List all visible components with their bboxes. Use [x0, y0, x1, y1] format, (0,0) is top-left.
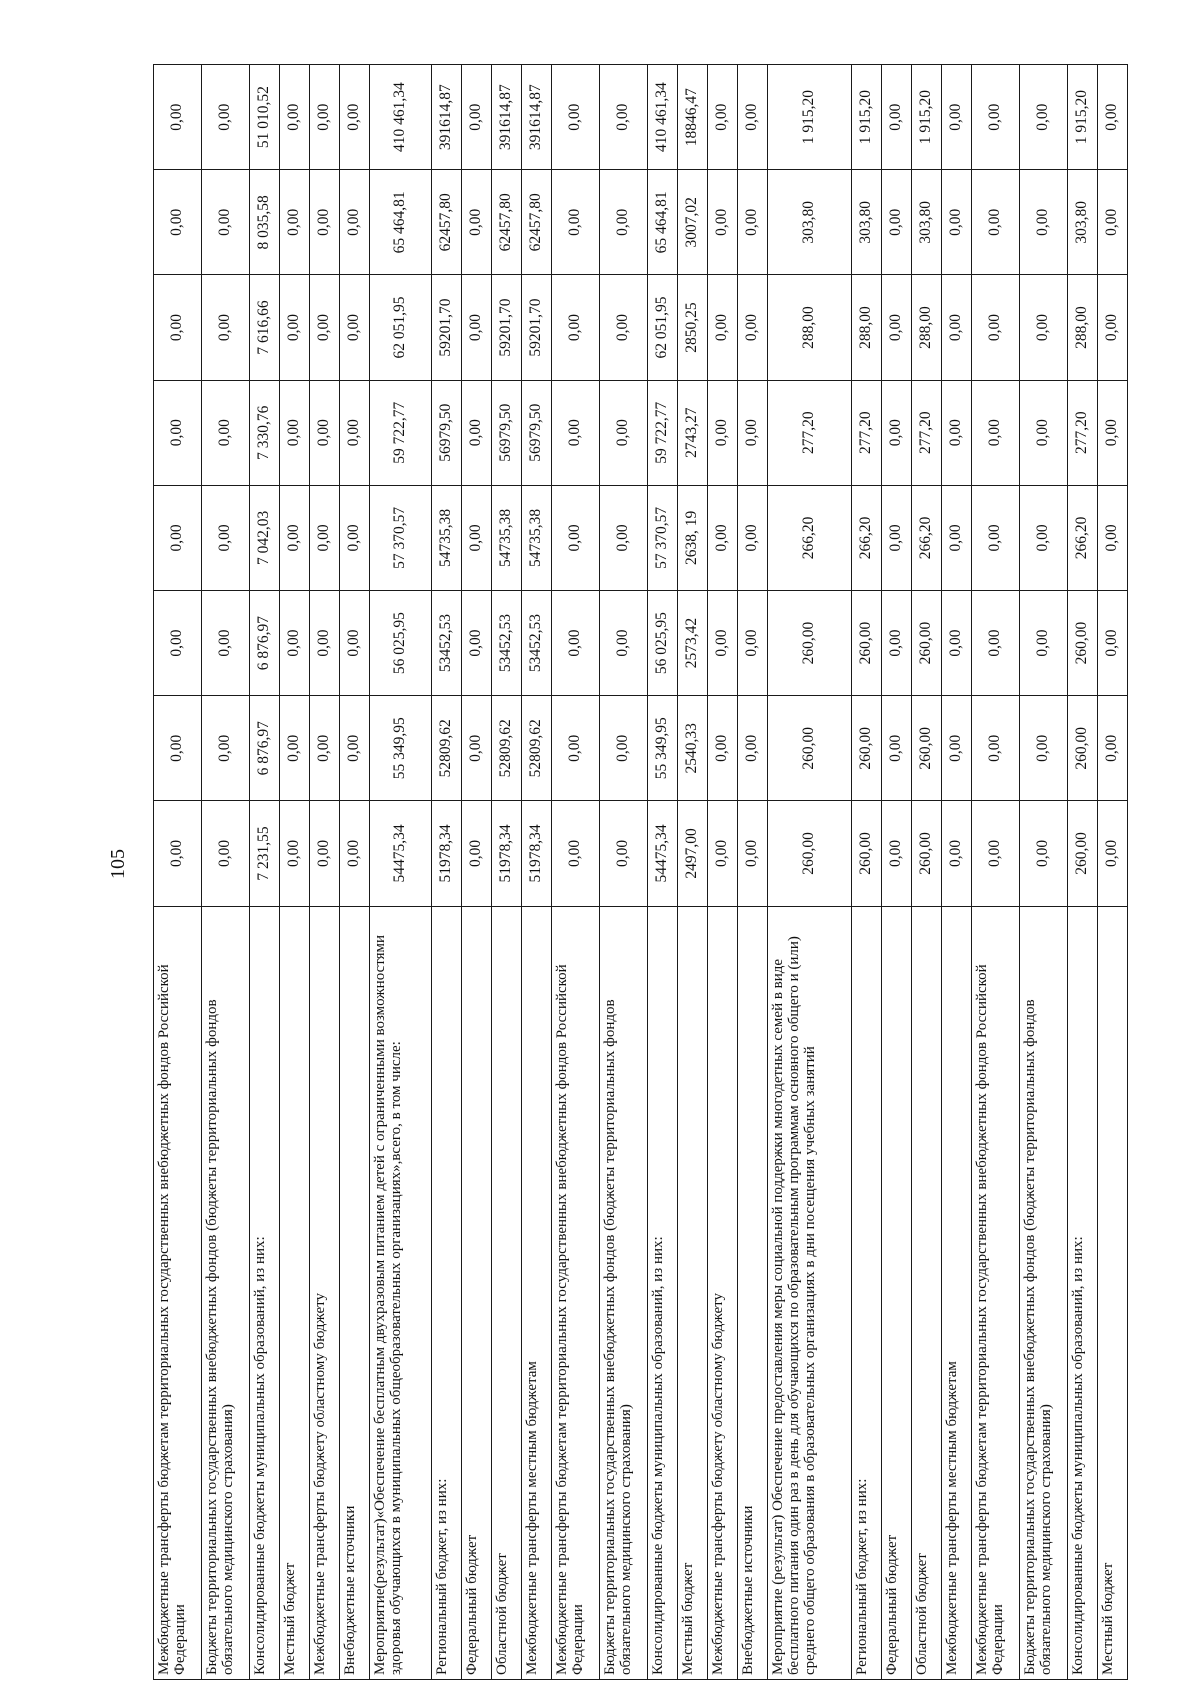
- value-cell: 0,00: [462, 275, 492, 380]
- value-cell: 0,00: [462, 696, 492, 801]
- row-label: Бюджеты территориальных государственных внебюджетных фондов (бюджеты территориальных фондов обязательного медицинского страхования): [202, 906, 250, 1679]
- value-cell: 260,00: [912, 696, 942, 801]
- value-cell: 0,00: [552, 170, 600, 275]
- row-label: Межбюджетные трансферты бюджетам территориальных государственных внебюджетных фондов Российской Федерации: [972, 906, 1020, 1679]
- value-cell: 62457,80: [492, 170, 522, 275]
- table-row: [370, 65, 432, 1680]
- value-cell: 2573,42: [678, 590, 708, 695]
- value-cell: 51 010,52: [250, 65, 280, 170]
- row-label: Мероприятие (результат) Обеспечение предоставления меры социальной поддержки многодетных семей в виде бесплатного питания один раз в день для обучающихся по образовательным программам основного общего и (или) среднего общего образования в образовательных организациях в дни посещения учебных занятий: [768, 906, 852, 1679]
- value-cell: 0,00: [600, 275, 648, 380]
- value-cell: 0,00: [202, 485, 250, 590]
- value-cell: 0,00: [310, 801, 340, 906]
- value-cell: 0,00: [1020, 696, 1068, 801]
- value-cell: 0,00: [882, 275, 912, 380]
- value-cell: 277,20: [768, 380, 852, 485]
- value-cell: 0,00: [942, 696, 972, 801]
- value-cell: 0,00: [340, 485, 370, 590]
- value-cell: 0,00: [942, 590, 972, 695]
- value-cell: 65 464,81: [370, 170, 432, 275]
- value-cell: 0,00: [552, 801, 600, 906]
- value-cell: 59201,70: [432, 275, 462, 380]
- value-cell: 0,00: [882, 65, 912, 170]
- value-cell: 18846,47: [678, 65, 708, 170]
- table-row: [600, 65, 648, 1680]
- value-cell: 0,00: [708, 801, 738, 906]
- value-cell: 0,00: [202, 170, 250, 275]
- table-row: [738, 65, 768, 1680]
- value-cell: 0,00: [154, 485, 202, 590]
- value-cell: 0,00: [1020, 275, 1068, 380]
- table-row: [708, 65, 738, 1680]
- value-cell: 0,00: [154, 801, 202, 906]
- value-cell: 0,00: [340, 275, 370, 380]
- value-cell: 7 231,55: [250, 801, 280, 906]
- value-cell: 0,00: [738, 380, 768, 485]
- value-cell: 0,00: [1098, 380, 1128, 485]
- value-cell: 0,00: [552, 485, 600, 590]
- value-cell: 0,00: [310, 170, 340, 275]
- value-cell: 0,00: [202, 275, 250, 380]
- row-label: Местный бюджет: [678, 906, 708, 1679]
- value-cell: 0,00: [1098, 170, 1128, 275]
- value-cell: 0,00: [340, 696, 370, 801]
- value-cell: 54735,38: [432, 485, 462, 590]
- value-cell: 54735,38: [492, 485, 522, 590]
- value-cell: 0,00: [154, 275, 202, 380]
- value-cell: 260,00: [768, 590, 852, 695]
- value-cell: 266,20: [768, 485, 852, 590]
- value-cell: 54475,34: [648, 801, 678, 906]
- value-cell: 0,00: [280, 170, 310, 275]
- value-cell: 0,00: [202, 801, 250, 906]
- table-row: [202, 65, 250, 1680]
- value-cell: 8 035,58: [250, 170, 280, 275]
- value-cell: 0,00: [942, 275, 972, 380]
- table-row: [1098, 65, 1128, 1680]
- value-cell: 391614,87: [492, 65, 522, 170]
- value-cell: 0,00: [340, 65, 370, 170]
- table-row: [154, 65, 202, 1680]
- table-row: [462, 65, 492, 1680]
- value-cell: 260,00: [1068, 801, 1098, 906]
- value-cell: 0,00: [942, 65, 972, 170]
- value-cell: 2497,00: [678, 801, 708, 906]
- value-cell: 0,00: [154, 590, 202, 695]
- value-cell: 59201,70: [492, 275, 522, 380]
- value-cell: 0,00: [972, 696, 1020, 801]
- table-row: [310, 65, 340, 1680]
- value-cell: 59 722,77: [370, 380, 432, 485]
- value-cell: 0,00: [600, 696, 648, 801]
- row-label: Межбюджетные трансферты бюджетам территориальных государственных внебюджетных фондов Российской Федерации: [154, 906, 202, 1679]
- value-cell: 0,00: [310, 65, 340, 170]
- value-cell: 0,00: [600, 380, 648, 485]
- table-row: [492, 65, 522, 1680]
- value-cell: 260,00: [852, 590, 882, 695]
- value-cell: 0,00: [462, 65, 492, 170]
- value-cell: 7 042,03: [250, 485, 280, 590]
- row-label: Консолидированные бюджеты муниципальных образований, из них:: [1068, 906, 1098, 1679]
- value-cell: 56 025,95: [648, 590, 678, 695]
- value-cell: 0,00: [882, 170, 912, 275]
- value-cell: 391614,87: [432, 65, 462, 170]
- value-cell: 260,00: [852, 696, 882, 801]
- table-row: [250, 65, 280, 1680]
- value-cell: 0,00: [738, 590, 768, 695]
- value-cell: 1 915,20: [852, 65, 882, 170]
- value-cell: 0,00: [600, 801, 648, 906]
- table-row: [432, 65, 462, 1680]
- value-cell: 51978,34: [522, 801, 552, 906]
- value-cell: 0,00: [310, 696, 340, 801]
- value-cell: 54735,38: [522, 485, 552, 590]
- value-cell: 7 330,76: [250, 380, 280, 485]
- row-label: Бюджеты территориальных государственных внебюджетных фондов (бюджеты территориальных фондов обязательного медицинского страхования): [600, 906, 648, 1679]
- value-cell: 1 915,20: [768, 65, 852, 170]
- value-cell: 391614,87: [522, 65, 552, 170]
- value-cell: 0,00: [154, 65, 202, 170]
- value-cell: 55 349,95: [648, 696, 678, 801]
- value-cell: 0,00: [942, 485, 972, 590]
- value-cell: 0,00: [708, 696, 738, 801]
- value-cell: 62 051,95: [648, 275, 678, 380]
- value-cell: 0,00: [882, 801, 912, 906]
- row-label: Областной бюджет: [492, 906, 522, 1679]
- table-row: [340, 65, 370, 1680]
- value-cell: 0,00: [552, 380, 600, 485]
- rotated-page-content: [153, 64, 1121, 1680]
- value-cell: 0,00: [340, 170, 370, 275]
- value-cell: 0,00: [738, 275, 768, 380]
- value-cell: 0,00: [280, 65, 310, 170]
- value-cell: 0,00: [1098, 485, 1128, 590]
- value-cell: 0,00: [708, 590, 738, 695]
- value-cell: 53452,53: [522, 590, 552, 695]
- value-cell: 0,00: [942, 380, 972, 485]
- value-cell: 56 025,95: [370, 590, 432, 695]
- value-cell: 52809,62: [492, 696, 522, 801]
- table-row: [768, 65, 852, 1680]
- table-row: [912, 65, 942, 1680]
- row-label: Внебюджетные источники: [340, 906, 370, 1679]
- value-cell: 0,00: [1020, 801, 1068, 906]
- value-cell: 0,00: [972, 801, 1020, 906]
- value-cell: 55 349,95: [370, 696, 432, 801]
- value-cell: 0,00: [310, 275, 340, 380]
- value-cell: 3007,02: [678, 170, 708, 275]
- value-cell: 2638, 19: [678, 485, 708, 590]
- value-cell: 0,00: [882, 696, 912, 801]
- value-cell: 54475,34: [370, 801, 432, 906]
- value-cell: 0,00: [1098, 801, 1128, 906]
- value-cell: 51978,34: [432, 801, 462, 906]
- value-cell: 0,00: [600, 590, 648, 695]
- value-cell: 0,00: [738, 485, 768, 590]
- value-cell: 56979,50: [522, 380, 552, 485]
- budget-table-frame: [153, 64, 1121, 1680]
- value-cell: 65 464,81: [648, 170, 678, 275]
- value-cell: 0,00: [972, 590, 1020, 695]
- value-cell: 260,00: [768, 801, 852, 906]
- value-cell: 277,20: [1068, 380, 1098, 485]
- row-label: Региональный бюджет, из них:: [852, 906, 882, 1679]
- value-cell: 0,00: [340, 801, 370, 906]
- value-cell: 0,00: [942, 801, 972, 906]
- row-label: Межбюджетные трансферты бюджету областному бюджету: [310, 906, 340, 1679]
- value-cell: 260,00: [768, 696, 852, 801]
- table-row: [648, 65, 678, 1680]
- value-cell: 0,00: [340, 590, 370, 695]
- table-row: [522, 65, 552, 1680]
- value-cell: 0,00: [972, 380, 1020, 485]
- value-cell: 0,00: [738, 65, 768, 170]
- row-label: Областной бюджет: [912, 906, 942, 1679]
- value-cell: 0,00: [708, 485, 738, 590]
- value-cell: 0,00: [972, 275, 1020, 380]
- value-cell: 0,00: [280, 590, 310, 695]
- value-cell: 0,00: [462, 380, 492, 485]
- value-cell: 0,00: [1020, 590, 1068, 695]
- value-cell: 0,00: [280, 275, 310, 380]
- value-cell: 6 876,97: [250, 590, 280, 695]
- value-cell: 266,20: [852, 485, 882, 590]
- value-cell: 53452,53: [432, 590, 462, 695]
- value-cell: 0,00: [552, 65, 600, 170]
- value-cell: 0,00: [1020, 380, 1068, 485]
- value-cell: 0,00: [882, 380, 912, 485]
- value-cell: 0,00: [972, 65, 1020, 170]
- value-cell: 0,00: [708, 65, 738, 170]
- value-cell: 52809,62: [522, 696, 552, 801]
- row-label: Федеральный бюджет: [462, 906, 492, 1679]
- value-cell: 6 876,97: [250, 696, 280, 801]
- value-cell: 0,00: [340, 380, 370, 485]
- table-row: [942, 65, 972, 1680]
- value-cell: 410 461,34: [370, 65, 432, 170]
- value-cell: 0,00: [462, 485, 492, 590]
- value-cell: 52809,62: [432, 696, 462, 801]
- value-cell: 0,00: [552, 696, 600, 801]
- value-cell: 0,00: [738, 696, 768, 801]
- value-cell: 0,00: [708, 275, 738, 380]
- value-cell: 59 722,77: [648, 380, 678, 485]
- value-cell: 303,80: [912, 170, 942, 275]
- table-row: [882, 65, 912, 1680]
- row-label: Межбюджетные трансферты местным бюджетам: [942, 906, 972, 1679]
- row-label: Региональный бюджет, из них:: [432, 906, 462, 1679]
- value-cell: 0,00: [280, 801, 310, 906]
- value-cell: 2850,25: [678, 275, 708, 380]
- page-number: 105: [106, 849, 129, 879]
- row-label: Федеральный бюджет: [882, 906, 912, 1679]
- value-cell: 0,00: [1020, 485, 1068, 590]
- value-cell: 1 915,20: [912, 65, 942, 170]
- value-cell: 62 051,95: [370, 275, 432, 380]
- table-row: [1020, 65, 1068, 1680]
- value-cell: 288,00: [852, 275, 882, 380]
- value-cell: 0,00: [202, 65, 250, 170]
- value-cell: 0,00: [202, 696, 250, 801]
- value-cell: 0,00: [552, 275, 600, 380]
- table-row: [280, 65, 310, 1680]
- value-cell: 0,00: [600, 170, 648, 275]
- budget-table: [153, 64, 1128, 1680]
- value-cell: 0,00: [972, 170, 1020, 275]
- value-cell: 0,00: [882, 485, 912, 590]
- value-cell: 260,00: [912, 590, 942, 695]
- value-cell: 0,00: [462, 590, 492, 695]
- table-body: [154, 65, 1128, 1680]
- value-cell: 59201,70: [522, 275, 552, 380]
- value-cell: 260,00: [1068, 590, 1098, 695]
- value-cell: 266,20: [1068, 485, 1098, 590]
- row-label: Межбюджетные трансферты бюджету областному бюджету: [708, 906, 738, 1679]
- value-cell: 0,00: [1098, 65, 1128, 170]
- row-label: Внебюджетные источники: [738, 906, 768, 1679]
- value-cell: 0,00: [708, 170, 738, 275]
- row-label: Бюджеты территориальных государственных внебюджетных фондов (бюджеты территориальных фондов обязательного медицинского страхования): [1020, 906, 1068, 1679]
- value-cell: 260,00: [1068, 696, 1098, 801]
- table-row: [852, 65, 882, 1680]
- value-cell: 0,00: [202, 590, 250, 695]
- value-cell: 0,00: [1020, 170, 1068, 275]
- row-label: Консолидированные бюджеты муниципальных образований, из них:: [648, 906, 678, 1679]
- value-cell: 51978,34: [492, 801, 522, 906]
- value-cell: 53452,53: [492, 590, 522, 695]
- value-cell: 288,00: [912, 275, 942, 380]
- value-cell: 0,00: [708, 380, 738, 485]
- value-cell: 410 461,34: [648, 65, 678, 170]
- value-cell: 0,00: [154, 696, 202, 801]
- row-label: Местный бюджет: [1098, 906, 1128, 1679]
- value-cell: 0,00: [1098, 696, 1128, 801]
- value-cell: 260,00: [912, 801, 942, 906]
- value-cell: 0,00: [280, 696, 310, 801]
- value-cell: 303,80: [1068, 170, 1098, 275]
- table-row: [552, 65, 600, 1680]
- value-cell: 0,00: [154, 380, 202, 485]
- row-label: Межбюджетные трансферты местным бюджетам: [522, 906, 552, 1679]
- value-cell: 0,00: [154, 170, 202, 275]
- value-cell: 0,00: [738, 801, 768, 906]
- value-cell: 0,00: [1098, 590, 1128, 695]
- value-cell: 288,00: [1068, 275, 1098, 380]
- value-cell: 0,00: [280, 485, 310, 590]
- value-cell: 303,80: [768, 170, 852, 275]
- table-row: [678, 65, 708, 1680]
- value-cell: 0,00: [600, 485, 648, 590]
- value-cell: 0,00: [738, 170, 768, 275]
- value-cell: 260,00: [852, 801, 882, 906]
- value-cell: 277,20: [912, 380, 942, 485]
- row-label: Местный бюджет: [280, 906, 310, 1679]
- value-cell: 0,00: [310, 590, 340, 695]
- row-label: Консолидированные бюджеты муниципальных образований, из них:: [250, 906, 280, 1679]
- value-cell: 0,00: [882, 590, 912, 695]
- value-cell: 0,00: [202, 380, 250, 485]
- value-cell: 0,00: [1098, 275, 1128, 380]
- value-cell: 0,00: [280, 380, 310, 485]
- value-cell: 0,00: [942, 170, 972, 275]
- value-cell: 62457,80: [432, 170, 462, 275]
- value-cell: 2743,27: [678, 380, 708, 485]
- table-row: [972, 65, 1020, 1680]
- value-cell: 57 370,57: [648, 485, 678, 590]
- value-cell: 266,20: [912, 485, 942, 590]
- row-label: Межбюджетные трансферты бюджетам территориальных государственных внебюджетных фондов Российской Федерации: [552, 906, 600, 1679]
- value-cell: 0,00: [462, 801, 492, 906]
- value-cell: 0,00: [600, 65, 648, 170]
- value-cell: 0,00: [552, 590, 600, 695]
- table-row: [1068, 65, 1098, 1680]
- value-cell: 0,00: [310, 485, 340, 590]
- value-cell: 0,00: [1020, 65, 1068, 170]
- value-cell: 288,00: [768, 275, 852, 380]
- value-cell: 2540,33: [678, 696, 708, 801]
- value-cell: 0,00: [462, 170, 492, 275]
- value-cell: 57 370,57: [370, 485, 432, 590]
- value-cell: 62457,80: [522, 170, 552, 275]
- value-cell: 0,00: [972, 485, 1020, 590]
- value-cell: 1 915,20: [1068, 65, 1098, 170]
- value-cell: 7 616,66: [250, 275, 280, 380]
- value-cell: 277,20: [852, 380, 882, 485]
- value-cell: 56979,50: [492, 380, 522, 485]
- row-label: Мероприятие(результат)«Обеспечение бесплатным двухразовым питанием детей с ограниченными возможностями здоровья обучающихся в муниципальных общеобразовательных организациях»,всего, в том числе:: [370, 906, 432, 1679]
- value-cell: 303,80: [852, 170, 882, 275]
- value-cell: 0,00: [310, 380, 340, 485]
- value-cell: 56979,50: [432, 380, 462, 485]
